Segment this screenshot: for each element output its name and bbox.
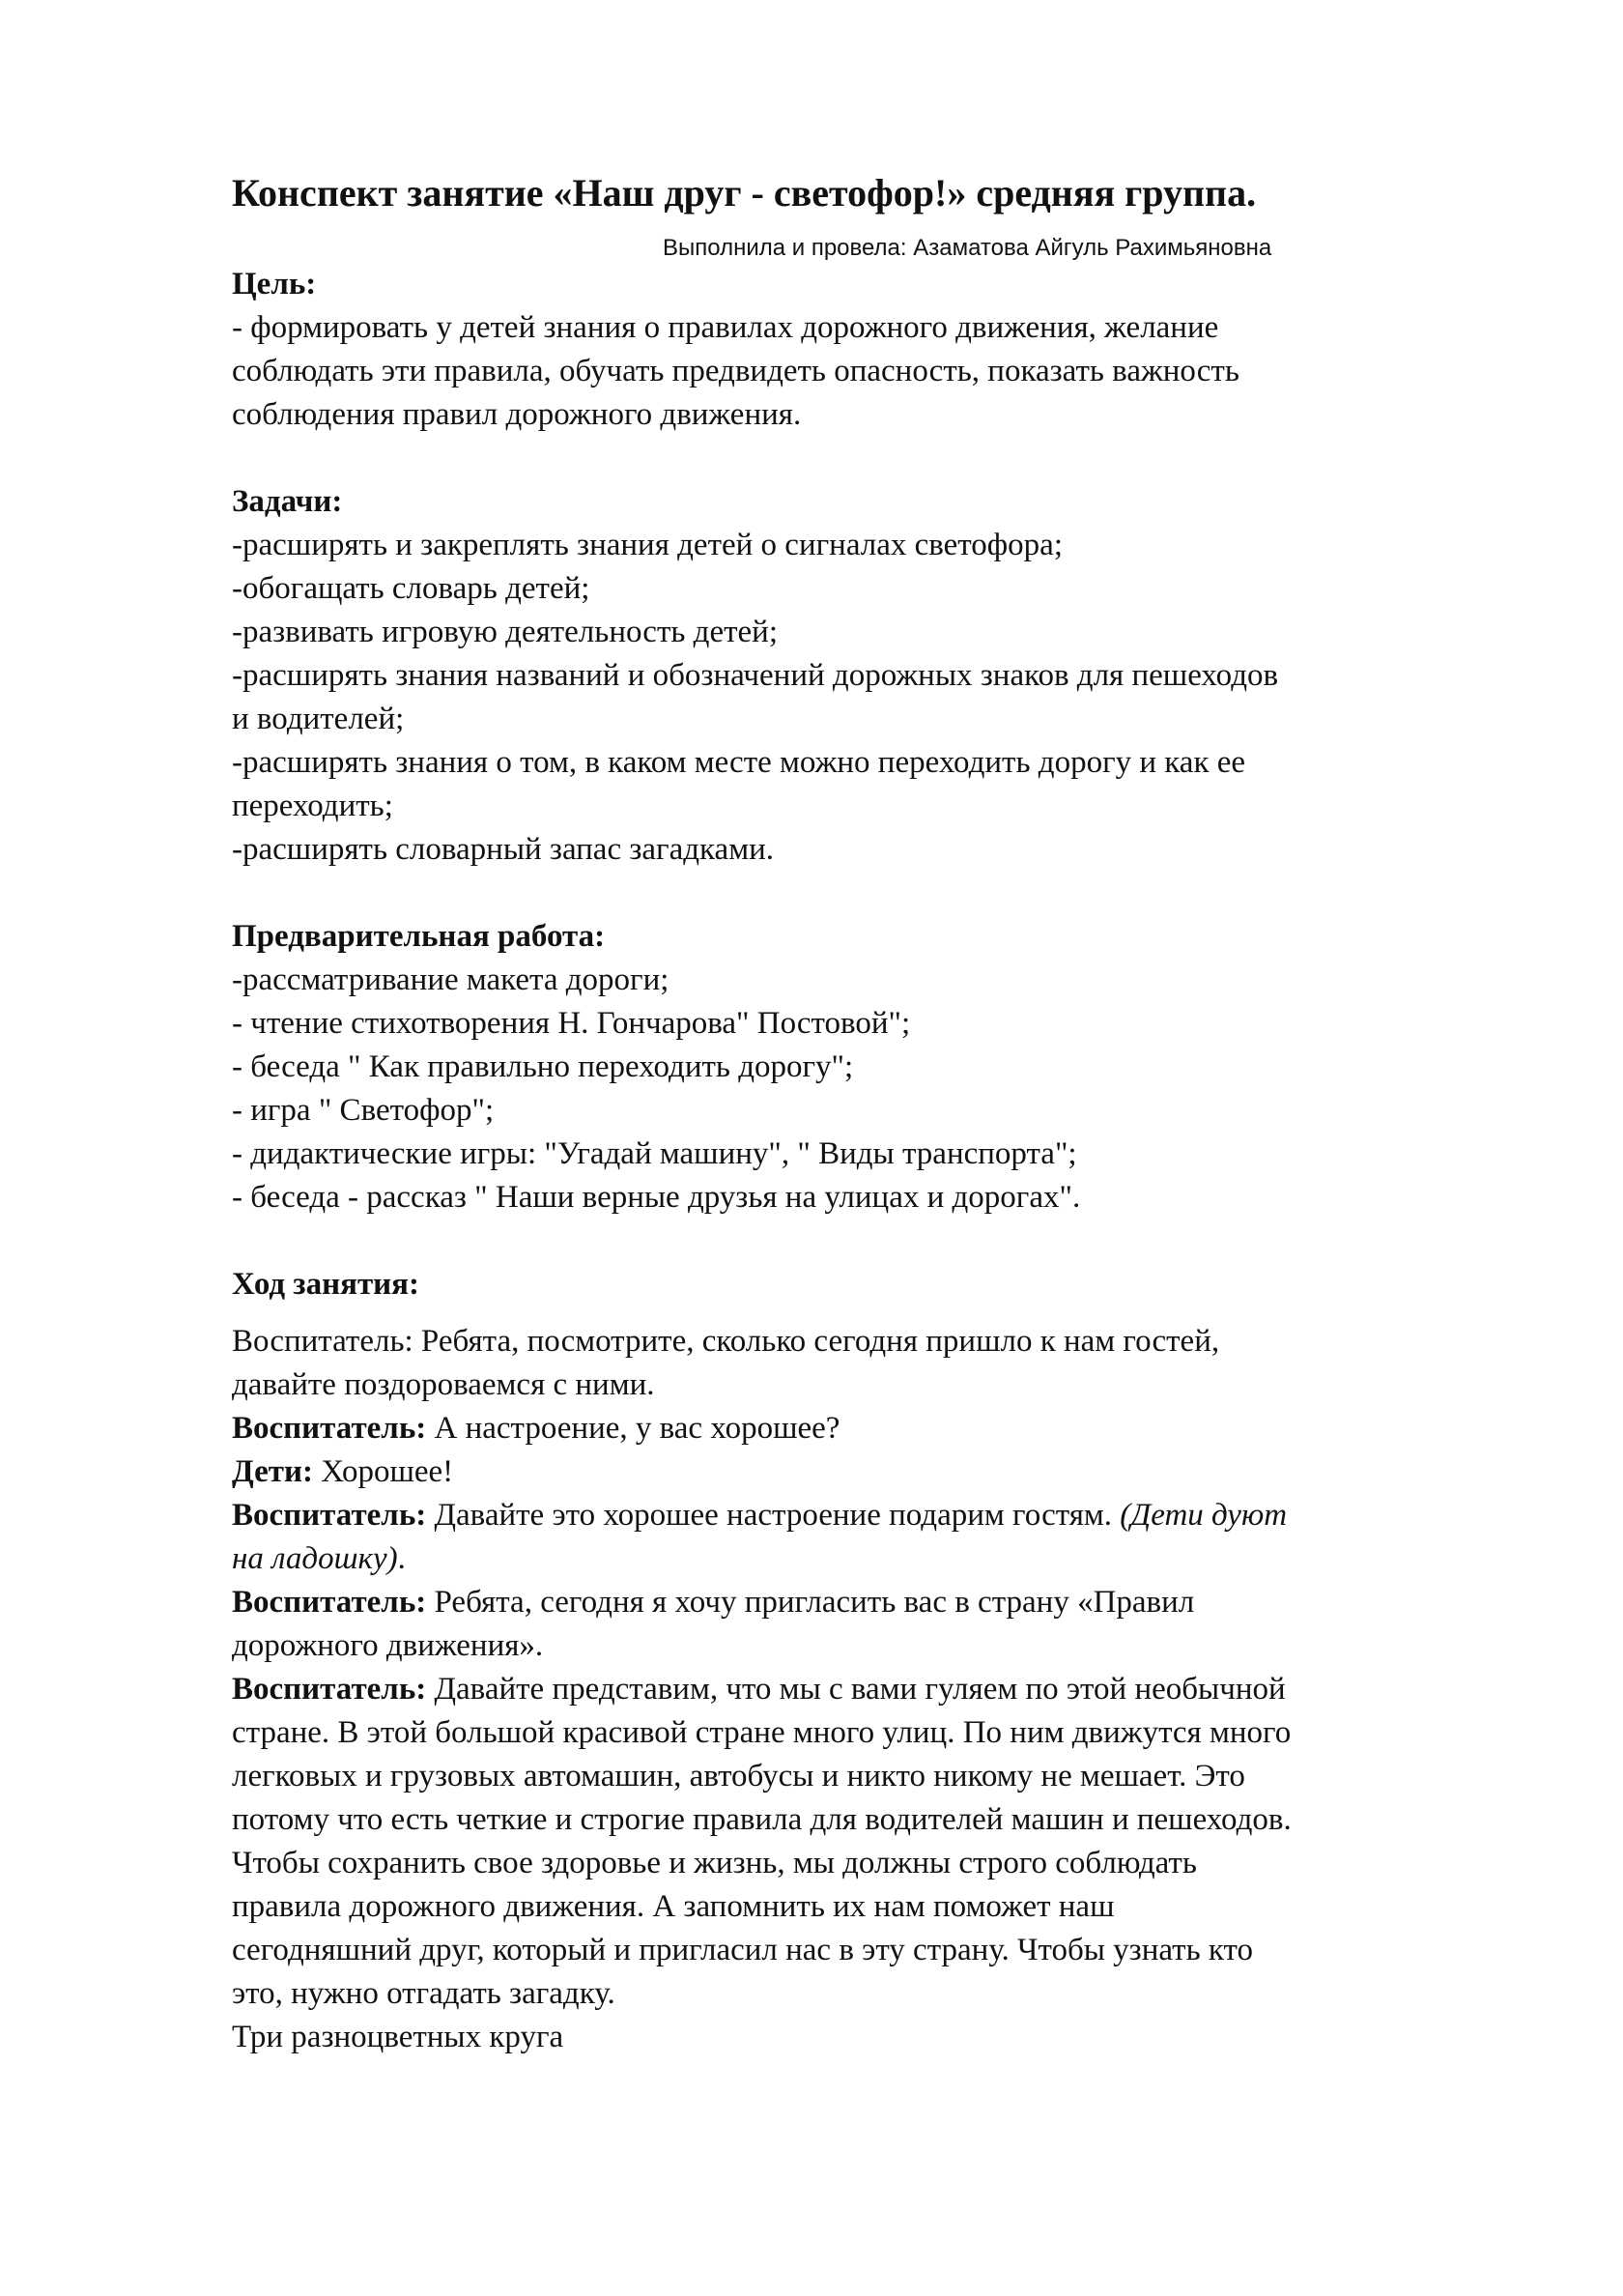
dialogue-line: Воспитатель: А настроение, у вас хорошее? bbox=[232, 1411, 840, 1446]
prep-line: - чтение стихотворения Н. Гончарова" Постовой"; bbox=[232, 1006, 911, 1041]
riddle-line: Три разноцветных круга bbox=[232, 2020, 564, 2054]
course-heading: Ход занятия: bbox=[232, 1267, 420, 1302]
page-title: Конспект занятие «Наш друг - светофор!» средняя группа. bbox=[232, 171, 1257, 215]
prep-line: - дидактические игры: "Угадай машину", " Виды транспорта"; bbox=[232, 1136, 1077, 1171]
dialogue-line: Воспитатель: Давайте это хорошее настроение подарим гостям. (Дети дуют bbox=[232, 1498, 1288, 1533]
speaker-label: Воспитатель: bbox=[232, 1498, 427, 1533]
task-line: -расширять знания о том, в каком месте можно переходить дорогу и как ее bbox=[232, 745, 1246, 780]
stage-direction: на ладошку) bbox=[232, 1541, 398, 1576]
course-line: Воспитатель: Ребята, посмотрите, сколько сегодня пришло к нам гостей, bbox=[232, 1324, 1220, 1359]
task-line: -расширять и закреплять знания детей о сигналах светофора; bbox=[232, 528, 1063, 562]
prep-line: - беседа - рассказ " Наши верные друзья на улицах и дорогах". bbox=[232, 1180, 1081, 1215]
goal-section bbox=[232, 263, 1526, 437]
dialogue-line: Воспитатель: Ребята, сегодня я хочу пригласить вас в страну «Правил bbox=[232, 1585, 1195, 1620]
prep-line: - игра " Светофор"; bbox=[232, 1093, 495, 1128]
speaker-label: Воспитатель: bbox=[232, 1585, 427, 1620]
task-line: и водителей; bbox=[232, 702, 405, 736]
tasks-section bbox=[232, 480, 1526, 872]
goal-line: соблюдения правил дорожного движения. bbox=[232, 397, 802, 432]
task-line: -развивать игровую деятельность детей; bbox=[232, 615, 779, 649]
stage-direction: (Дети дуют bbox=[1120, 1498, 1288, 1533]
dialogue-line: правила дорожного движения. А запомнить их нам поможет наш bbox=[232, 1889, 1115, 1924]
prep-line: - беседа " Как правильно переходить дорогу"; bbox=[232, 1049, 854, 1084]
dialogue-line: это, нужно отгадать загадку. bbox=[232, 1976, 615, 2011]
prep-section bbox=[232, 915, 1526, 1220]
dialogue-line: стране. В этой большой красивой стране много улиц. По ним движутся много bbox=[232, 1715, 1292, 1750]
goal-line: соблюдать эти правила, обучать предвидеть опасность, показать важность bbox=[232, 354, 1239, 388]
task-line: -расширять словарный запас загадками. bbox=[232, 832, 774, 867]
dialogue-line: сегодняшний друг, который и пригласил нас в эту страну. Чтобы узнать кто bbox=[232, 1933, 1253, 1967]
dialogue-line: легковых и грузовых автомашин, автобусы и никто никому не мешает. Это bbox=[232, 1759, 1245, 1794]
dialogue-line: Дети: Хорошее! bbox=[232, 1454, 454, 1489]
dialogue-line: Воспитатель: Давайте представим, что мы с вами гуляем по этой необычной bbox=[232, 1672, 1286, 1707]
dialogue-line: потому что есть четкие и строгие правила для водителей машин и пешеходов. bbox=[232, 1802, 1292, 1837]
document-page bbox=[232, 170, 1526, 2059]
goal-line: - формировать у детей знания о правилах дорожного движения, желание bbox=[232, 310, 1219, 345]
prep-line: -рассматривание макета дороги; bbox=[232, 962, 669, 997]
task-line: -обогащать словарь детей; bbox=[232, 571, 590, 606]
dialogue-line: дорожного движения». bbox=[232, 1628, 544, 1663]
goal-heading: Цель: bbox=[232, 267, 317, 301]
dialogue-line: на ладошку). bbox=[232, 1541, 406, 1576]
speaker-label: Воспитатель: bbox=[232, 1411, 427, 1446]
course-section bbox=[232, 1263, 1526, 2059]
course-line: давайте поздороваемся с ними. bbox=[232, 1367, 655, 1402]
author-line: Выполнила и провела: Азаматова Айгуль Рахимьяновна bbox=[663, 235, 1272, 261]
task-line: переходить; bbox=[232, 789, 393, 823]
dialogue-line: Чтобы сохранить свое здоровье и жизнь, мы должны строго соблюдать bbox=[232, 1846, 1197, 1880]
tasks-heading: Задачи: bbox=[232, 484, 343, 519]
task-line: -расширять знания названий и обозначений дорожных знаков для пешеходов bbox=[232, 658, 1279, 693]
speaker-label: Дети: bbox=[232, 1454, 313, 1489]
prep-heading: Предварительная работа: bbox=[232, 919, 606, 954]
speaker-label: Воспитатель: bbox=[232, 1672, 427, 1707]
